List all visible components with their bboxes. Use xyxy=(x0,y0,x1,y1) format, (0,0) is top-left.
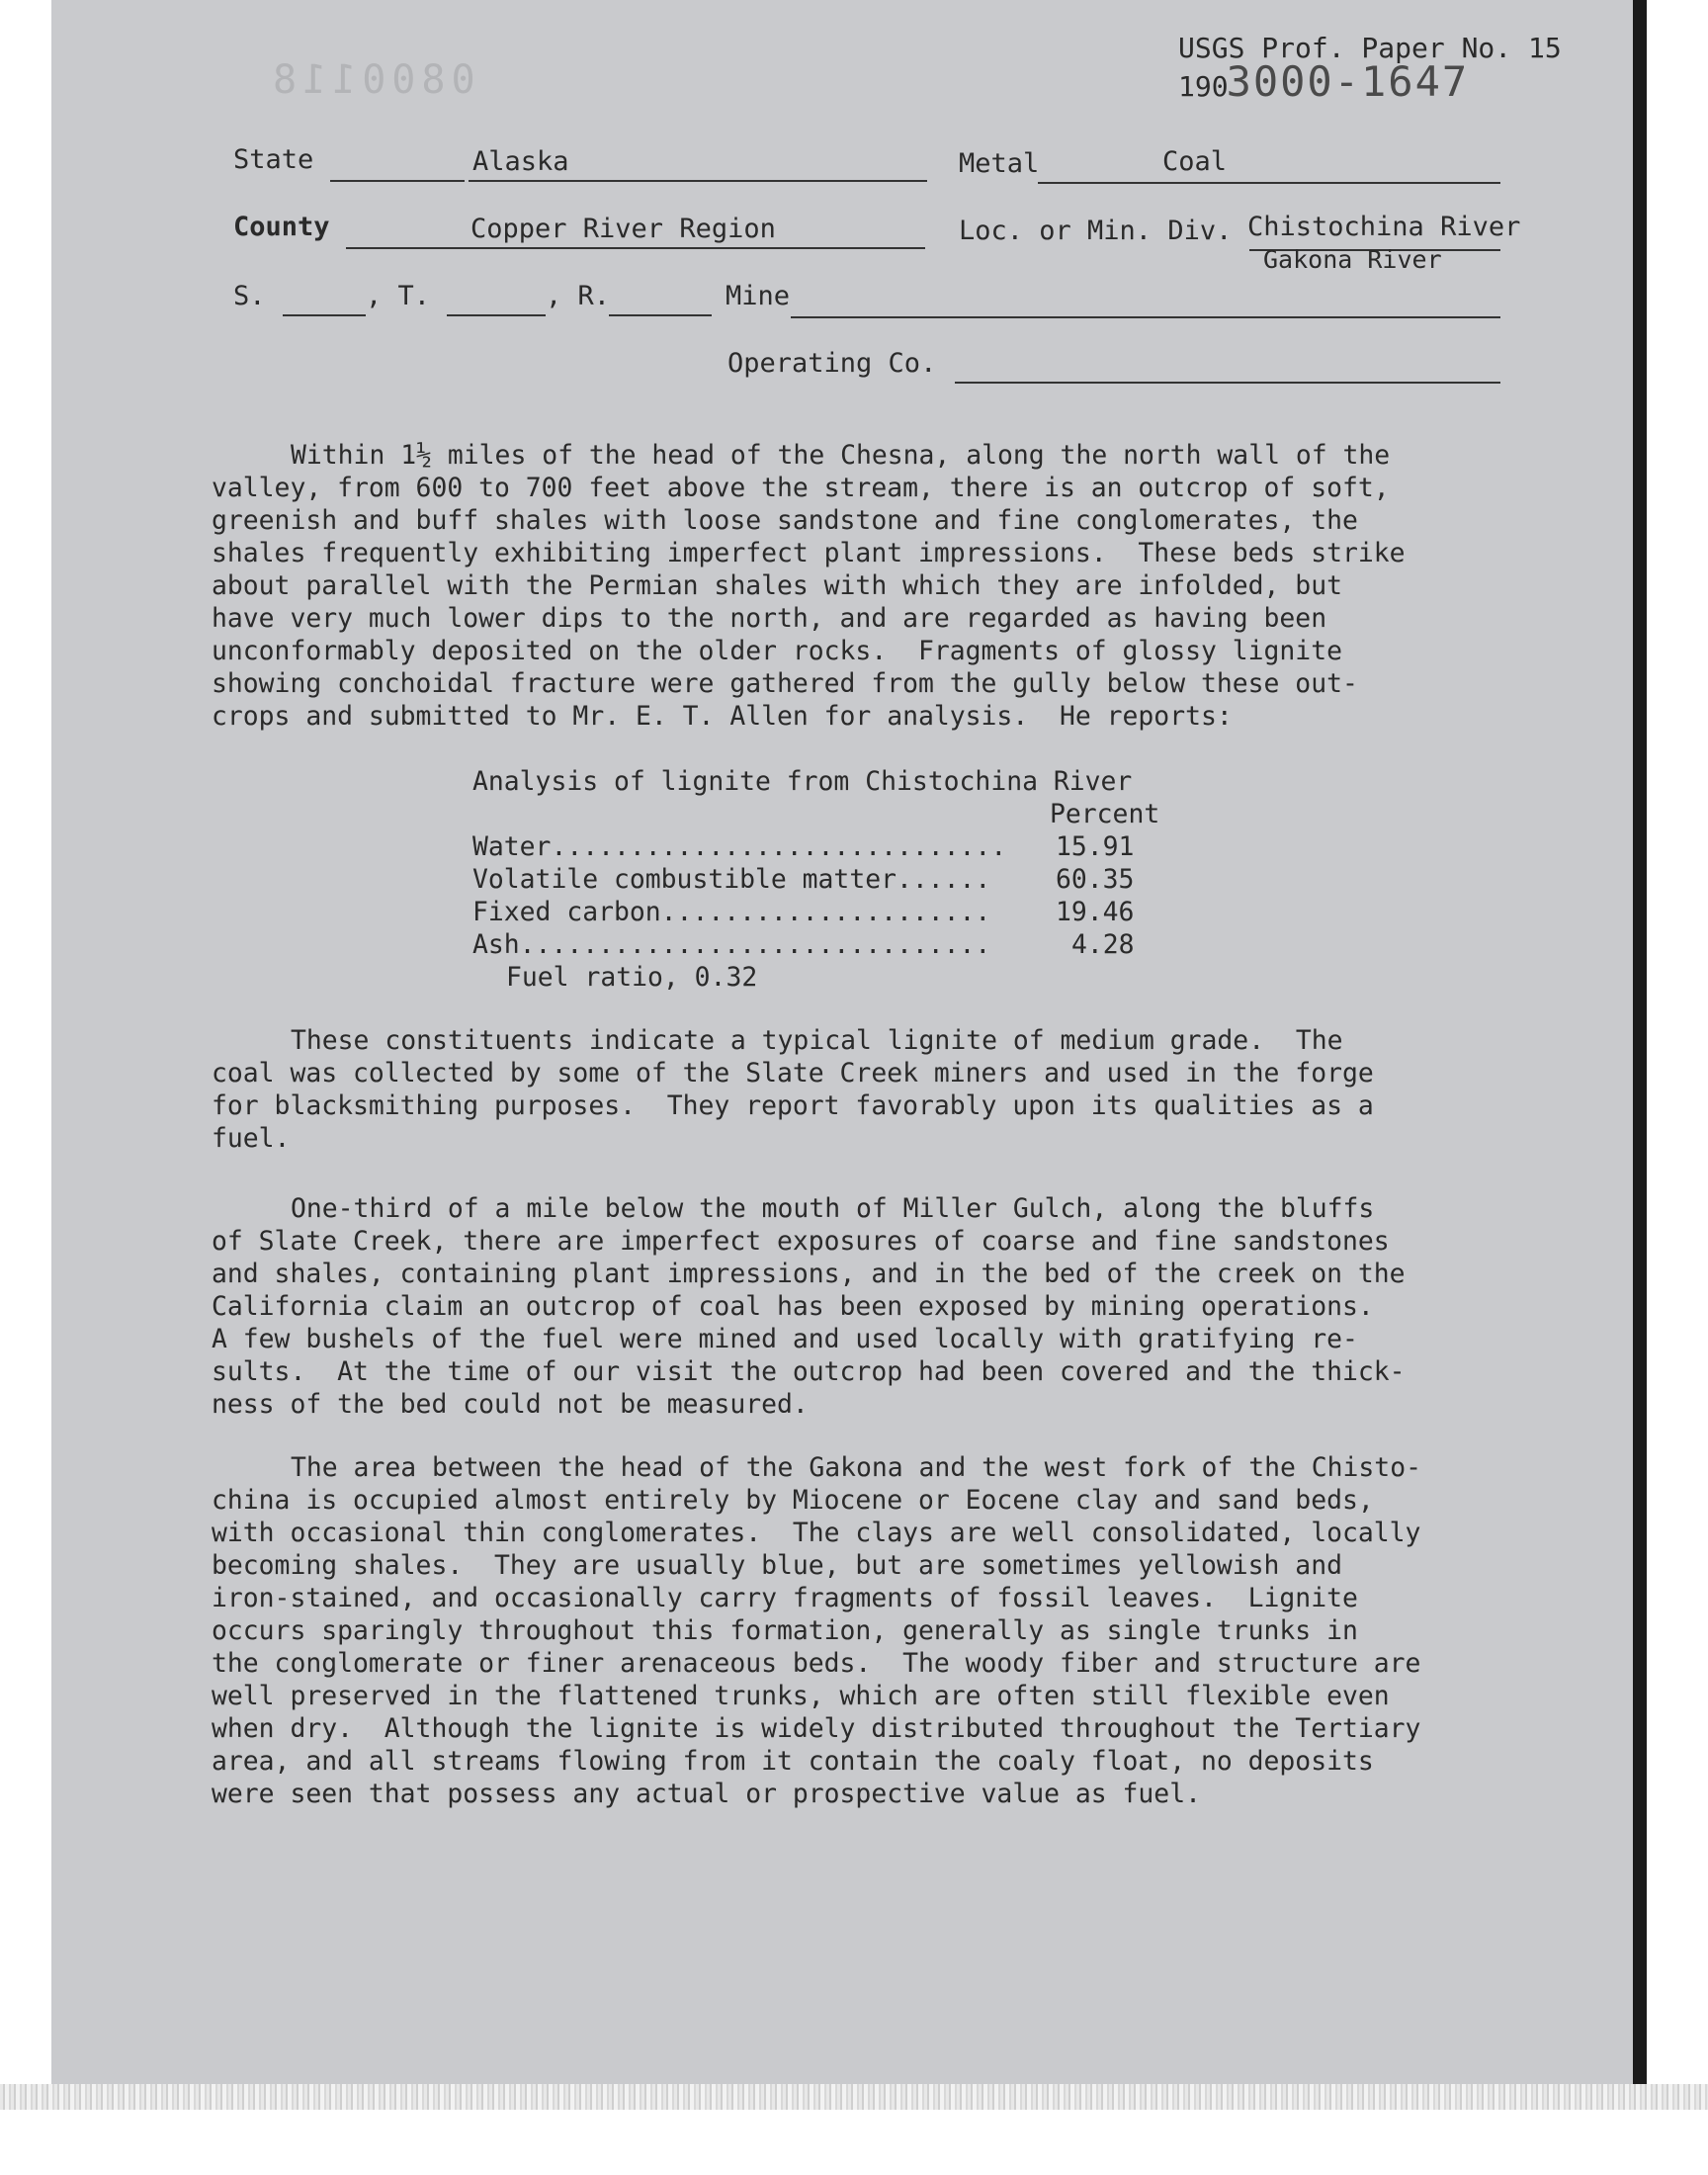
county-label: County xyxy=(233,212,330,242)
paper-reference: USGS Prof. Paper No. 15 xyxy=(1178,32,1562,64)
mine-label: Mine xyxy=(726,281,791,311)
paragraph-1 xyxy=(212,439,1496,733)
text-line: area, and all streams flowing from it contain the coaly float, no deposits xyxy=(212,1746,1374,1777)
text-line: with occasional thin conglomerates. The clays are well consolidated, locally xyxy=(212,1518,1421,1548)
text-line: shales frequently exhibiting imperfect plant impressions. These beds strike xyxy=(212,538,1406,568)
text-line: A few bushels of the fuel were mined and used locally with gratifying re- xyxy=(212,1324,1358,1354)
scan-edge xyxy=(1633,0,1647,2104)
bleed-through-text: 0800118 xyxy=(267,57,475,103)
operating-co-label: Operating Co. xyxy=(727,348,937,379)
text-line: becoming shales. They are usually blue, but are sometimes yellowish and xyxy=(212,1550,1342,1581)
text-line: of Slate Creek, there are imperfect exposures of coarse and fine sandstones xyxy=(212,1226,1390,1257)
paragraph-3 xyxy=(212,1192,1496,1421)
text-line: china is occupied almost entirely by Miocene or Eocene clay and sand beds, xyxy=(212,1485,1374,1516)
section-label: S. xyxy=(233,281,266,311)
text-line: unconformably deposited on the older rocks. Fragments of glossy lignite xyxy=(212,636,1342,666)
section-underline xyxy=(283,314,366,316)
text-line: crops and submitted to Mr. E. T. Allen for analysis. He reports: xyxy=(212,701,1233,732)
text-line: ness of the bed could not be measured. xyxy=(212,1389,809,1420)
township-underline xyxy=(447,314,546,316)
text-line: about parallel with the Permian shales with which they are infolded, but xyxy=(212,570,1342,601)
state-underline xyxy=(469,180,927,182)
township-label: , T. xyxy=(366,281,431,311)
reference-prefix: 190 xyxy=(1178,70,1229,103)
analysis-row xyxy=(472,863,1159,896)
state-value: Alaska xyxy=(472,146,569,177)
metal-underline xyxy=(1038,182,1500,184)
text-line: well preserved in the flattened trunks, which are often still flexible even xyxy=(212,1681,1390,1711)
county-underline xyxy=(346,247,925,249)
text-line: coal was collected by some of the Slate Creek miners and used in the forge xyxy=(212,1058,1374,1088)
scan-bottom-strip xyxy=(0,2084,1708,2110)
text-line: the conglomerate or finer arenaceous beds. The woody fiber and structure are xyxy=(212,1648,1421,1679)
fuel-ratio: Fuel ratio, 0.32 xyxy=(506,962,758,993)
operating-co-underline xyxy=(955,382,1500,384)
text-line: iron-stained, and occasionally carry fragments of fossil leaves. Lignite xyxy=(212,1583,1358,1613)
analysis-row-value: 4.28 xyxy=(1071,929,1135,960)
archive-stamp: 3000-1647 xyxy=(1226,57,1470,106)
text-line: when dry. Although the lignite is widely distributed throughout the Tertiary xyxy=(212,1713,1421,1744)
text-line: and shales, containing plant impressions, and in the bed of the creek on the xyxy=(212,1259,1406,1289)
percent-header: Percent xyxy=(1050,799,1160,829)
text-line: were seen that possess any actual or prospective value as fuel. xyxy=(212,1779,1201,1809)
analysis-row-value: 60.35 xyxy=(1056,864,1135,895)
reference-number xyxy=(1178,32,1562,104)
county-value: Copper River Region xyxy=(470,214,776,244)
text-line: showing conchoidal fracture were gathered from the gully below these out- xyxy=(212,668,1358,699)
range-underline xyxy=(609,314,712,316)
text-line: greenish and buff shales with loose sandstone and fine conglomerates, the xyxy=(212,505,1358,536)
loc-label: Loc. or Min. Div. xyxy=(959,216,1233,246)
text-line: One-third of a mile below the mouth of Miller Gulch, along the bluffs xyxy=(291,1193,1375,1224)
analysis-row xyxy=(472,928,1159,961)
analysis-row-label: Fixed carbon..................... xyxy=(472,897,991,927)
text-line: occurs sparingly throughout this formation, generally as single trunks in xyxy=(212,1615,1358,1646)
loc-value-1: Chistochina River xyxy=(1247,212,1521,242)
text-line: sults. At the time of our visit the outcrop had been covered and the thick- xyxy=(212,1356,1406,1387)
text-line: for blacksmithing purposes. They report favorably upon its qualities as a xyxy=(212,1090,1374,1121)
analysis-row-value: 15.91 xyxy=(1056,831,1135,862)
analysis-table xyxy=(472,765,1159,994)
text-line: fuel. xyxy=(212,1123,291,1154)
analysis-row xyxy=(472,830,1159,863)
state-underline-short xyxy=(330,180,465,182)
text-line: These constituents indicate a typical lignite of medium grade. The xyxy=(291,1025,1343,1056)
analysis-title: Analysis of lignite from Chistochina River xyxy=(472,766,1133,797)
text-line: The area between the head of the Gakona and the west fork of the Chisto- xyxy=(291,1452,1421,1483)
range-label: , R. xyxy=(546,281,611,311)
state-label: State xyxy=(233,144,314,175)
metal-label: Metal xyxy=(959,148,1040,179)
text-line: have very much lower dips to the north, and are regarded as having been xyxy=(212,603,1327,634)
paragraph-2 xyxy=(212,1024,1496,1155)
metal-value: Coal xyxy=(1162,146,1228,177)
paragraph-4 xyxy=(212,1451,1496,1810)
analysis-row-label: Volatile combustible matter...... xyxy=(472,864,991,895)
analysis-row xyxy=(472,896,1159,928)
text-line: California claim an outcrop of coal has been exposed by mining operations. xyxy=(212,1291,1374,1322)
mine-underline xyxy=(791,316,1500,318)
loc-value-2: Gakona River xyxy=(1263,245,1442,274)
analysis-row-label: Ash.............................. xyxy=(472,929,991,960)
analysis-row-label: Water............................. xyxy=(472,831,1007,862)
analysis-row-value: 19.46 xyxy=(1056,897,1135,927)
text-line: Within 1½ miles of the head of the Chesna, along the north wall of the xyxy=(291,440,1391,471)
text-line: valley, from 600 to 700 feet above the stream, there is an outcrop of soft, xyxy=(212,473,1390,503)
